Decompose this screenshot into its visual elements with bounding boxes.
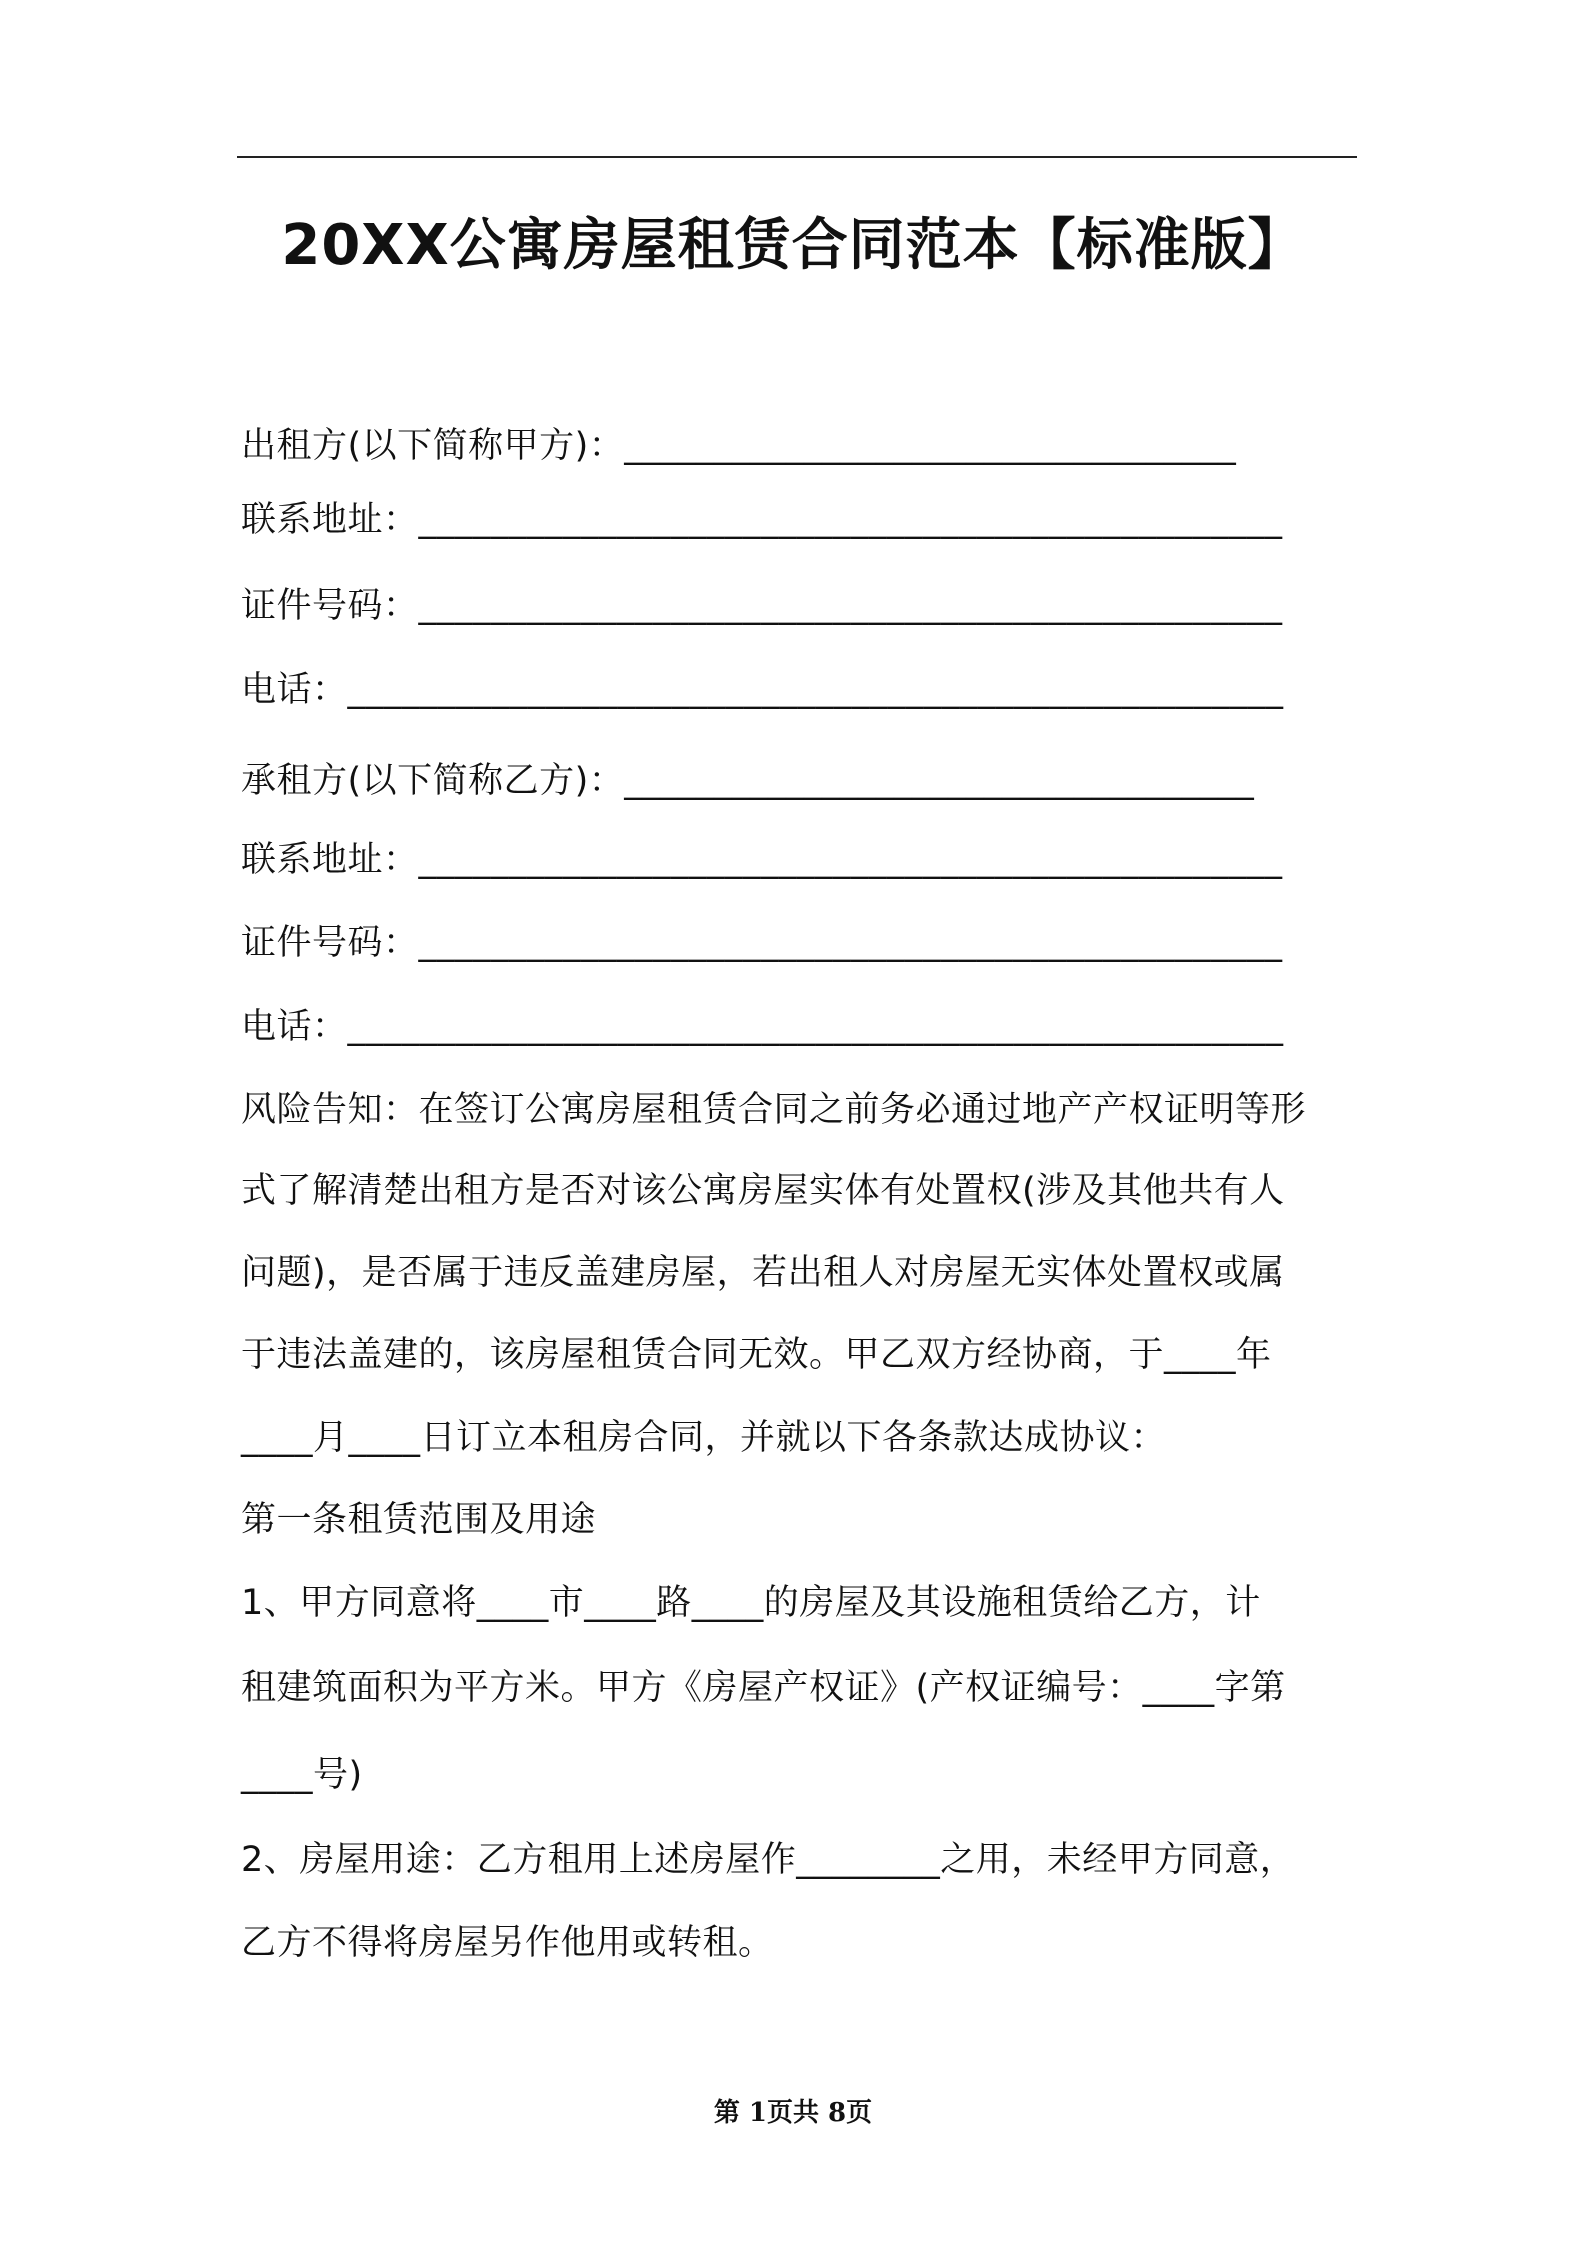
clause-1-line-1: 1、甲方同意将____市____路____的房屋及其设施租赁给乙方，计 bbox=[241, 1583, 1261, 1623]
clause-1-line-2: 租建筑面积为平方米。甲方《房屋产权证》(产权证编号：____字第 bbox=[241, 1668, 1286, 1708]
risk-notice-line-5: ____月____日订立本租房合同，并就以下各条款达成协议： bbox=[241, 1418, 1167, 1458]
header-rule bbox=[237, 156, 1357, 158]
clause-2-line-2: 乙方不得将房屋另作他用或转租。 bbox=[241, 1923, 774, 1963]
lessee-address-field: 联系地址：________________________________________________ bbox=[241, 840, 1283, 880]
page-number: 第 1页共 8页 bbox=[713, 2098, 873, 2128]
lessee-phone-field: 电话：____________________________________________________ bbox=[241, 1007, 1284, 1047]
risk-notice-line-1: 风险告知：在签订公寓房屋租赁合同之前务必通过地产产权证明等形 bbox=[241, 1090, 1307, 1130]
risk-notice-line-4: 于违法盖建的，该房屋租赁合同无效。甲乙双方经协商，于____年 bbox=[241, 1335, 1272, 1375]
clause-2-line-1: 2、房屋用途：乙方租用上述房屋作________之用，未经甲方同意， bbox=[241, 1840, 1296, 1880]
lessor-id-field: 证件号码：________________________________________________ bbox=[241, 586, 1283, 626]
clause-1-line-3: ____号) bbox=[241, 1755, 363, 1795]
article-1-heading: 第一条租赁范围及用途 bbox=[241, 1500, 597, 1540]
lessee-id-field: 证件号码：________________________________________________ bbox=[241, 923, 1283, 963]
risk-notice-line-2: 式了解清楚出租方是否对该公寓房屋实体有处置权(涉及其他共有人 bbox=[241, 1171, 1285, 1211]
lessor-phone-field: 电话：____________________________________________________ bbox=[241, 670, 1284, 710]
risk-notice-line-3: 问题)，是否属于违反盖建房屋，若出租人对房屋无实体处置权或属 bbox=[241, 1253, 1285, 1293]
document-title: 20XX公寓房屋租赁合同范本【标准版】 bbox=[281, 213, 1305, 278]
lessor-address-field: 联系地址：________________________________________________ bbox=[241, 500, 1283, 540]
lessor-name-field: 出租方(以下简称甲方)：__________________________________ bbox=[241, 426, 1237, 466]
lessee-name-field: 承租方(以下简称乙方)：___________________________________ bbox=[241, 761, 1255, 801]
